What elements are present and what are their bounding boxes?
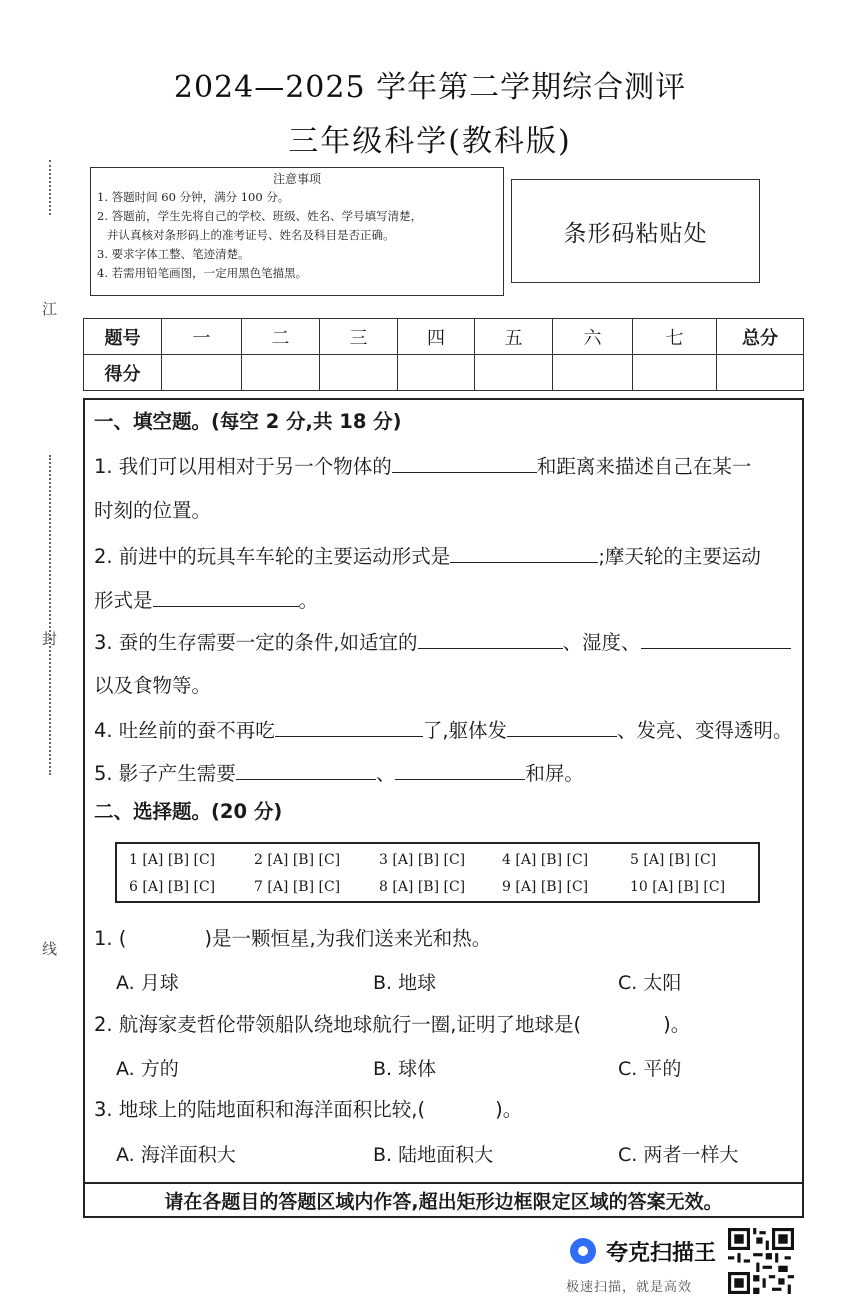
question-line: 时刻的位置。 xyxy=(94,499,212,522)
answer-card-item[interactable]: 7 [A] [B] [C] xyxy=(254,879,341,895)
score-header-cell: 一 xyxy=(162,319,242,355)
binding-dotted-line xyxy=(49,160,51,215)
section-title: 一、填空题。(每空 2 分,共 18 分) xyxy=(94,410,402,433)
notice-heading: 注意事项 xyxy=(272,172,321,186)
question-line xyxy=(94,541,761,571)
question-text: 形式是 xyxy=(94,589,153,612)
score-cell[interactable] xyxy=(398,355,475,391)
question-line xyxy=(94,585,318,615)
option-c: C. 平的 xyxy=(618,1058,682,1080)
score-value-row xyxy=(84,355,804,391)
notice-box xyxy=(90,167,504,296)
question-text: 2. 航海家麦哲伦带领船队绕地球航行一圈,证明了地球是( xyxy=(94,1013,582,1036)
answer-blank[interactable] xyxy=(236,758,376,780)
question-line xyxy=(94,715,793,745)
answer-blank[interactable] xyxy=(392,451,537,473)
score-header-cell: 六 xyxy=(553,319,633,355)
score-header-cell: 五 xyxy=(475,319,553,355)
question-text: 和距离来描述自己在某一 xyxy=(536,455,752,478)
answer-card-item[interactable]: 8 [A] [B] [C] xyxy=(379,879,466,895)
question-line xyxy=(94,758,584,788)
score-header-row xyxy=(84,319,804,355)
barcode-area xyxy=(511,179,760,283)
notice-item: 3. 要求字体工整、笔迹清楚。 xyxy=(97,247,250,261)
question-text: 了,躯体发 xyxy=(422,719,508,742)
option-a: A. 方的 xyxy=(116,1058,179,1080)
notice-item: 4. 若需用铅笔画图，一定用黑色笔描黑。 xyxy=(97,266,308,280)
notice-item: 1. 答题时间 60 分钟，满分 100 分。 xyxy=(97,190,290,204)
score-header-cell: 三 xyxy=(320,319,398,355)
answer-card-item[interactable]: 5 [A] [B] [C] xyxy=(630,852,717,868)
question-line xyxy=(94,1011,690,1039)
qr-code-icon xyxy=(728,1228,794,1294)
answer-blank[interactable] xyxy=(450,541,598,563)
section-title: 二、选择题。(20 分) xyxy=(94,800,283,823)
question-text: )。 xyxy=(495,1098,523,1121)
option-b: B. 球体 xyxy=(373,1058,437,1080)
score-cell[interactable] xyxy=(553,355,633,391)
barcode-label: 条形码粘贴处 xyxy=(563,220,708,247)
answer-card-item[interactable]: 6 [A] [B] [C] xyxy=(129,879,216,895)
question-text: 3. 地球上的陆地面积和海洋面积比较,( xyxy=(94,1098,426,1121)
answer-blank[interactable] xyxy=(507,715,617,737)
exam-title: 2024—2025 学年第二学期综合测评 xyxy=(173,70,687,105)
score-cell[interactable] xyxy=(162,355,242,391)
question-line xyxy=(94,1096,522,1124)
score-header-cell: 四 xyxy=(398,319,475,355)
option-b: B. 陆地面积大 xyxy=(373,1144,494,1166)
notice-item: 2. 答题前，学生先将自己的学校、班级、姓名、学号填写清楚， xyxy=(97,209,423,223)
score-cell[interactable] xyxy=(717,355,804,391)
score-cell[interactable] xyxy=(320,355,398,391)
question-text: 、发亮、变得透明。 xyxy=(617,719,793,742)
margin-mark: 江 xyxy=(42,300,58,318)
answer-card-item[interactable]: 4 [A] [B] [C] xyxy=(502,852,589,868)
option-c: C. 太阳 xyxy=(618,972,682,994)
score-header-cell: 二 xyxy=(242,319,320,355)
question-text: 3. 蚕的生存需要一定的条件,如适宜的 xyxy=(94,631,418,654)
question-text: 、 xyxy=(375,762,396,785)
score-cell[interactable] xyxy=(633,355,717,391)
answer-card-item[interactable]: 2 [A] [B] [C] xyxy=(254,852,341,868)
score-table xyxy=(83,318,804,391)
question-line xyxy=(94,627,791,657)
question-line: 以及食物等。 xyxy=(94,674,212,697)
question-text: )是一颗恒星,为我们送来光和热。 xyxy=(204,927,492,950)
question-line xyxy=(94,451,751,481)
score-header-cell: 题号 xyxy=(84,319,162,355)
scanner-app-name: 夸克扫描王 xyxy=(606,1241,717,1266)
score-header-cell: 总分 xyxy=(717,319,804,355)
answer-blank[interactable] xyxy=(418,627,563,649)
question-text: 。 xyxy=(298,589,319,612)
question-text: )。 xyxy=(663,1013,691,1036)
scanner-logo-icon xyxy=(570,1238,596,1264)
answer-blank[interactable] xyxy=(641,627,791,649)
answer-card-item[interactable]: 1 [A] [B] [C] xyxy=(129,852,216,868)
score-header-cell: 七 xyxy=(633,319,717,355)
question-text: 2. 前进中的玩具车车轮的主要运动形式是 xyxy=(94,545,451,568)
footer-note: 请在各题目的答题区域内作答,超出矩形边框限定区域的答案无效。 xyxy=(83,1182,804,1218)
answer-blank[interactable] xyxy=(275,715,423,737)
answer-card-item[interactable]: 10 [A] [B] [C] xyxy=(630,879,726,895)
notice-item: 并认真核对条形码上的准考证号、姓名及科目是否正确。 xyxy=(107,228,395,242)
margin-mark: 封 xyxy=(42,630,58,648)
question-line xyxy=(94,925,491,953)
option-b: B. 地球 xyxy=(373,972,437,994)
score-cell[interactable] xyxy=(242,355,320,391)
option-c: C. 两者一样大 xyxy=(618,1144,739,1166)
option-a: A. 海洋面积大 xyxy=(116,1144,236,1166)
question-text: 、湿度、 xyxy=(562,631,641,654)
margin-mark: 线 xyxy=(42,940,58,958)
answer-card xyxy=(115,842,760,903)
option-a: A. 月球 xyxy=(116,972,179,994)
question-text: 1. ( xyxy=(94,927,127,950)
question-text: 4. 吐丝前的蚕不再吃 xyxy=(94,719,275,742)
score-row-label: 得分 xyxy=(84,355,162,391)
exam-subtitle: 三年级科学(教科版) xyxy=(288,124,572,159)
question-text: 5. 影子产生需要 xyxy=(94,762,236,785)
answer-blank[interactable] xyxy=(395,758,525,780)
score-cell[interactable] xyxy=(475,355,553,391)
answer-card-item[interactable]: 9 [A] [B] [C] xyxy=(502,879,589,895)
scanner-tagline: 极速扫描，就是高效 xyxy=(566,1280,693,1295)
question-text: ;摩天轮的主要运动 xyxy=(598,545,761,568)
answer-blank[interactable] xyxy=(153,585,299,607)
answer-card-item[interactable]: 3 [A] [B] [C] xyxy=(379,852,466,868)
binding-dotted-line xyxy=(49,455,51,775)
question-text: 1. 我们可以用相对于另一个物体的 xyxy=(94,455,392,478)
question-text: 和屏。 xyxy=(525,762,584,785)
